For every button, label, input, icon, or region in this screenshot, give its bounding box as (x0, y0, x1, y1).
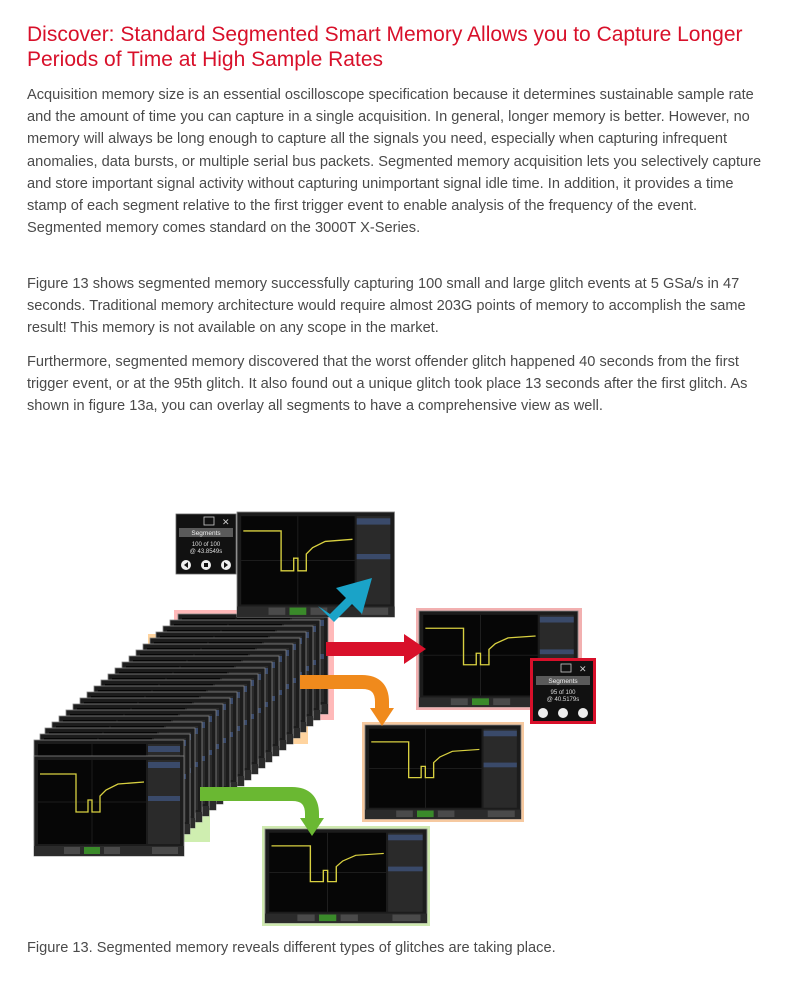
panel-right-time: @ 40.5179s (546, 697, 580, 703)
panel-right-count: 95 of 100 (550, 690, 576, 696)
paragraph-2: Figure 13 shows segmented memory successfully capturing 100 small and large glitch events at 5 GSa/s in 47 seconds. Traditional memory architecture would require almost 203G points of memory to accomplish the same result! This memory is not available on any scope in the market. (27, 276, 746, 337)
segmented-memory-figure (0, 500, 790, 930)
panel-top-header: Segments (191, 530, 221, 537)
svg-text:✕: ✕ (579, 665, 587, 675)
segments-panel-top (176, 514, 236, 574)
scope-screenshot-middle (362, 722, 524, 822)
paragraph-3: Furthermore, segmented memory discovered that the worst offender glitch happened 40 seconds from the first trigger event, or at the 95th glitch. It also found out a unique glitch took place 13 seconds after the first glitch. As shown in figure 13a, you can overlay all segments to have a comprehensive view as well. (27, 354, 748, 415)
panel-right-header: Segments (548, 678, 578, 685)
figure-illustration (0, 500, 790, 930)
panel-top-time: @ 43.8549s (189, 549, 223, 555)
panel-top-count: 100 of 100 (191, 542, 221, 548)
scope-screenshot-top (237, 512, 395, 617)
arrow-red (326, 634, 426, 664)
figure-caption: Figure 13. Segmented memory reveals different types of glitches are taking place. (27, 940, 556, 956)
paragraph-1: Acquisition memory size is an essential oscilloscope specification because it determines sustainable sample rate and the amount of time you can capture in a single acquisition. In general, longer memory is better. However, no memory will always be long enough to capture all the signals you need, especially when capturing infrequent anomalies, data bursts, or multiple serial bus packets. Segmented memory acquisition lets you selectively capture and store important signal activity without capturing unimportant signal idle time. In addition, it provides a time stamp of each segment relative to the first trigger event to enable analysis of the frequency of the event. Segmented memory comes standard on the 3000T X-Series. (27, 87, 762, 237)
segments-panel-right (530, 658, 596, 724)
segment-stack (34, 610, 334, 856)
scope-screenshot-bottom (262, 826, 430, 926)
svg-text:✕: ✕ (222, 518, 230, 528)
article-title: Discover: Standard Segmented Smart Memory Allows you to Capture Longer Periods of Time at High Sample Rates (27, 23, 743, 71)
